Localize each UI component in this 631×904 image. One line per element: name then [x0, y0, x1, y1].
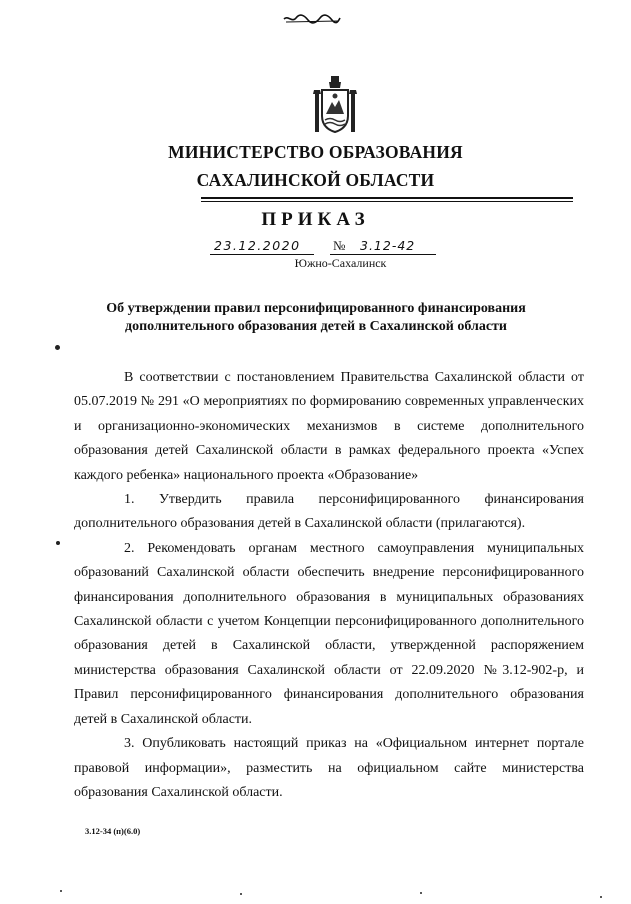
subject-line2: дополнительного образования детей в Сахалинской области — [125, 319, 507, 334]
city-name: Южно-Сахалинск — [294, 256, 387, 270]
scan-speck — [420, 892, 422, 894]
date-underline — [210, 254, 314, 255]
scan-speck — [55, 345, 60, 350]
order-body — [74, 366, 584, 805]
scribble-icon — [282, 12, 342, 26]
coat-of-arms-icon — [312, 76, 358, 134]
scan-speck — [60, 890, 62, 892]
document-code: 3.12-34 (п)(6.0) — [85, 826, 141, 836]
subject-line1: Об утверждении правил персонифицированного финансирования — [106, 301, 526, 316]
scan-speck — [600, 896, 602, 898]
clause-1: 1. Утвердить правила персонифицированного финансирования дополнительного образования детей в Сахалинской области (прилагаются). — [74, 492, 584, 532]
header-divider-thin — [201, 201, 573, 202]
document-type-title: ПРИКАЗ — [261, 209, 370, 230]
order-subject — [60, 300, 572, 336]
order-number: 3.12-42 — [360, 238, 416, 253]
clause-2: 2. Рекомендовать органам местного самоуправления муниципальных образований Сахалинской области обеспечить внедрение персонифицированного финансирования дополнительного образования в муниципальных образованиях Сахалинской области с учетом Концепции персонифицированного дополнительного образования детей в Сахалинской области, утвержденной распоряжением министерства образования Сахалинской области от 22.09.2020 №3.12-902-р, и Правил персонифицированного финансирования дополнительного образования детей в Сахалинской области. — [74, 540, 584, 727]
preamble-paragraph: В соответствии с постановлением Правительства Сахалинской области от 05.07.2019 № 291 «О мероприятиях по формированию современных управленческих и организационно-экономических механизмов в системе дополнительного образования детей Сахалинской области в рамках федерального проекта «Успех каждого ребенка» национального проекта «Образование» — [74, 370, 584, 483]
scan-speck — [56, 541, 60, 545]
order-date: 23.12.2020 — [214, 238, 301, 253]
number-underline — [330, 254, 436, 255]
number-sign: № — [333, 238, 346, 253]
clause-3: 3. Опубликовать настоящий приказ на «Официальном интернет портале правовой информации», разместить на официальном сайте министерства образования Сахалинской области. — [74, 736, 584, 800]
scan-speck — [240, 893, 242, 895]
header-divider — [201, 197, 573, 199]
ministry-name-line2: САХАЛИНСКОЙ ОБЛАСТИ — [196, 170, 435, 190]
ministry-name-line1: МИНИСТЕРСТВО ОБРАЗОВАНИЯ — [168, 142, 463, 162]
